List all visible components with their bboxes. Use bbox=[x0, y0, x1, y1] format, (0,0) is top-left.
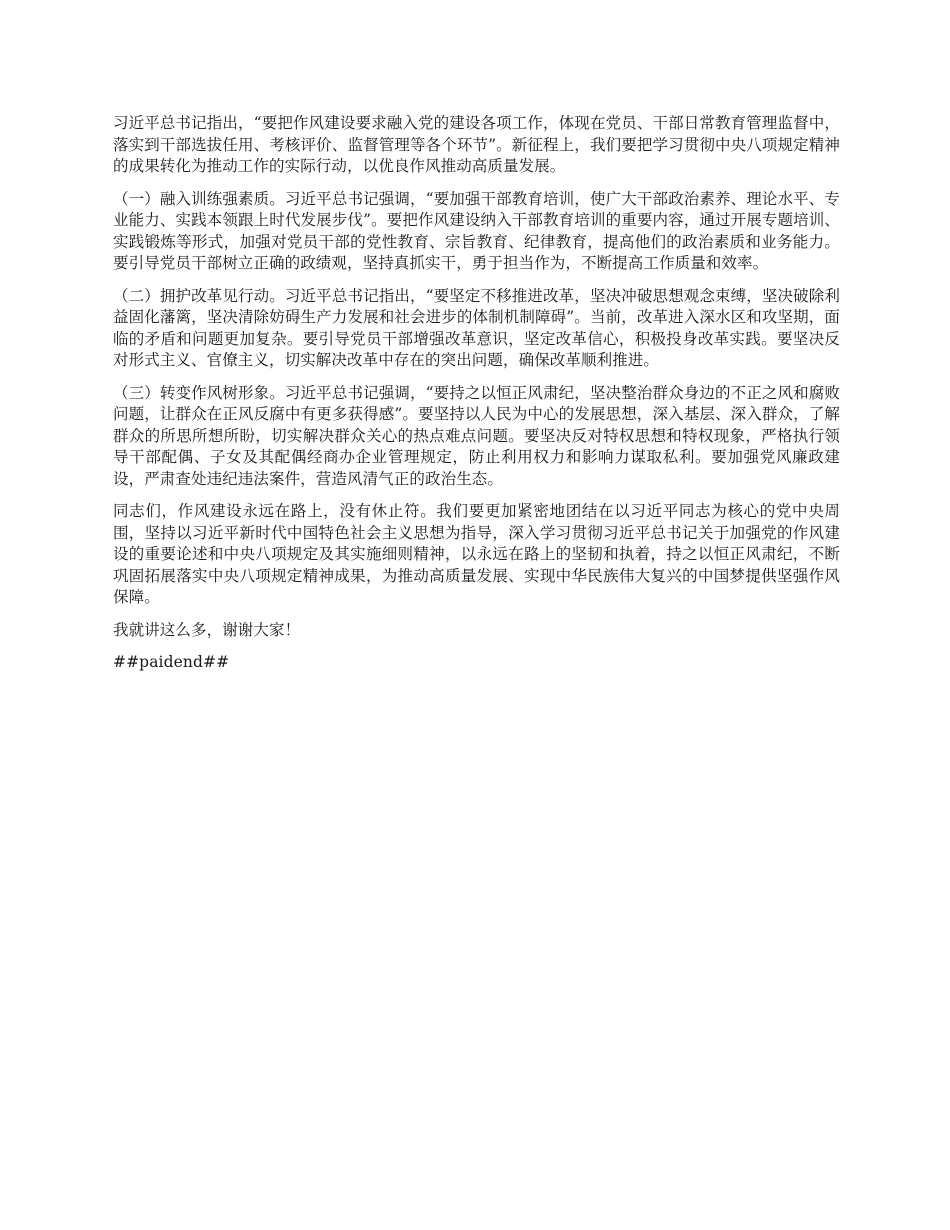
document-body bbox=[113, 113, 840, 685]
paragraph-section-3: （三）转变作风树形象。习近平总书记强调，“要持之以恒正风肃纪，坚决整治群众身边的不正之风和腐败问题，让群众在正风反腐中有更多获得感”。要坚持以人民为中心的发展思想，深入基层、深入群众，了解群众的所思所想所盼，切实解决群众关心的热点难点问题。要坚决反对特权思想和特权现象，严格执行领导干部配偶、子女及其配偶经商办企业管理规定，防止利用权力和影响力谋取私利。要加强党风廉政建设，严肃查处违纪违法案件，营造风清气正的政治生态。 bbox=[113, 383, 840, 488]
paragraph-conclusion: 同志们，作风建设永远在路上，没有休止符。我们要更加紧密地团结在以习近平同志为核心的党中央周围，坚持以习近平新时代中国特色社会主义思想为指导，深入学习贯彻习近平总书记关于加强党的作风建设的重要论述和中央八项规定及其实施细则精神，以永远在路上的坚韧和执着，持之以恒正风肃纪，不断巩固拓展落实中央八项规定精神成果，为推动高质量发展、实现中华民族伟大复兴的中国梦提供坚强作风保障。 bbox=[113, 502, 840, 606]
paragraph-closing: 我就讲这么多，谢谢大家！ bbox=[113, 620, 301, 639]
end-marker: ##paidend## bbox=[113, 653, 230, 671]
paragraph-section-2: （二）拥护改革见行动。习近平总书记指出，“要坚定不移推进改革，坚决冲破思想观念束缚，坚决破除利益固化藩篱，坚决清除妨碍生产力发展和社会进步的体制机制障碍”。当前，改革进入深水区和攻坚期，面临的矛盾和问题更加复杂。要引导党员干部增强改革意识，坚定改革信心，积极投身改革实践。要坚决反对形式主义、官僚主义，切实解决改革中存在的突出问题，确保改革顺利推进。 bbox=[113, 286, 840, 369]
paragraph-intro: 习近平总书记指出，“要把作风建设要求融入党的建设各项工作，体现在党员、干部日常教育管理监督中，落实到干部选拔任用、考核评价、监督管理等各个环节”。新征程上，我们要把学习贯彻中央八项规定精神的成果转化为推动工作的实际行动，以优良作风推动高质量发展。 bbox=[113, 114, 840, 175]
paragraph-section-1: （一）融入训练强素质。习近平总书记强调，“要加强干部教育培训，使广大干部政治素养、理论水平、专业能力、实践本领跟上时代发展步伐”。要把作风建设纳入干部教育培训的重要内容，通过开展专题培训、实践锻炼等形式，加强对党员干部的党性教育、宗旨教育、纪律教育，提高他们的政治素质和业务能力。要引导党员干部树立正确的政绩观，坚持真抓实干，勇于担当作为，不断提高工作质量和效率。 bbox=[113, 189, 840, 272]
